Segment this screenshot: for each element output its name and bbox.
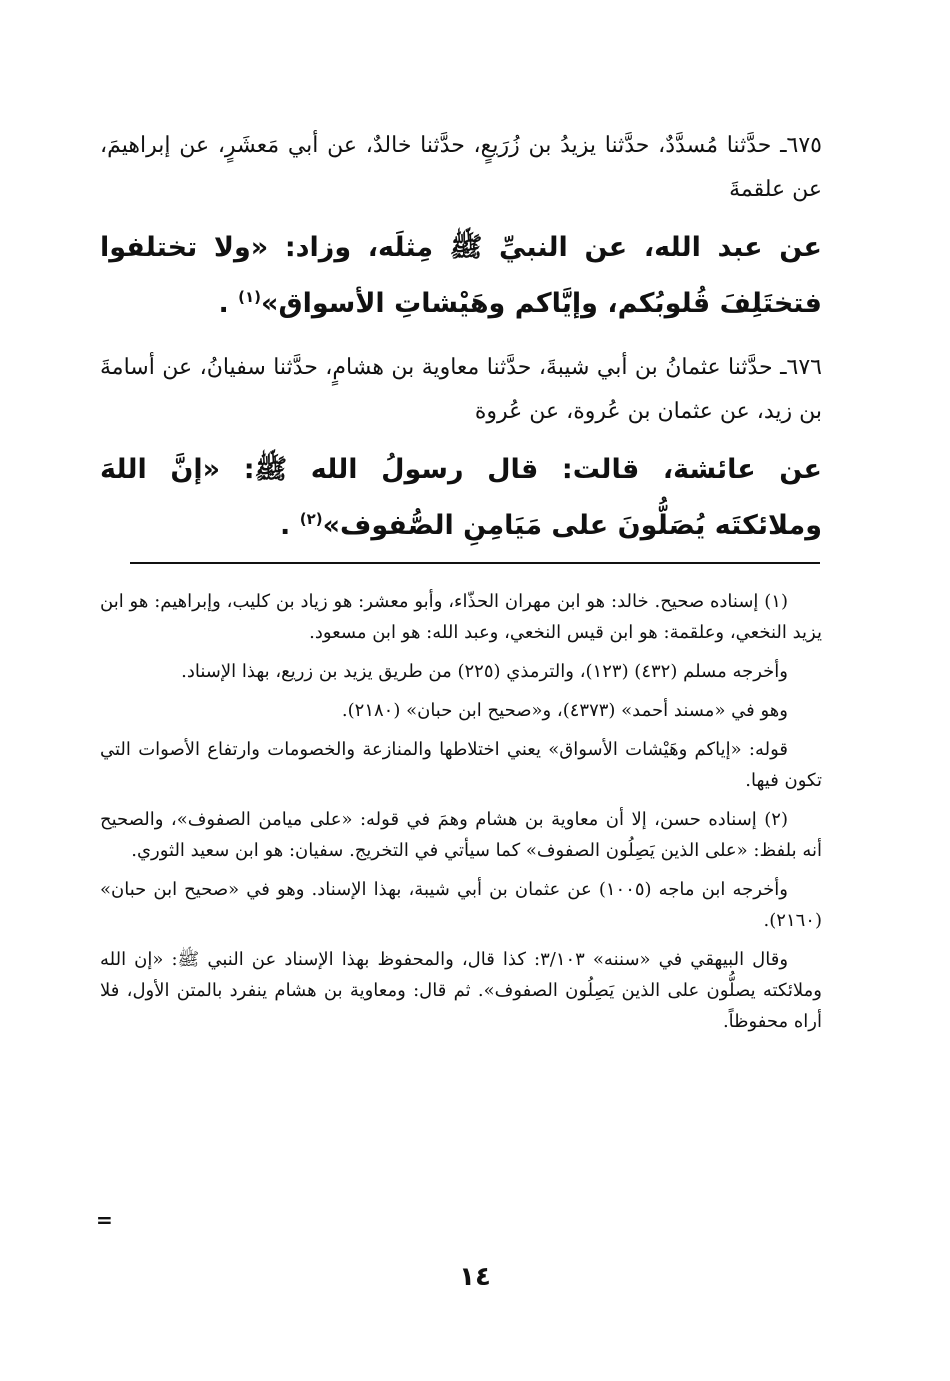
hadith-676-matn xyxy=(100,442,822,554)
footnotes xyxy=(100,586,822,1045)
footnote-paragraph: وأخرجه ابن ماجه (١٠٠٥) عن عثمان بن أبي شيبة، بهذا الإسناد. وهو في «صحيح ابن حبان» (٢١٦٠). xyxy=(100,879,822,931)
footnote-paragraph: وأخرجه مسلم (٤٣٢) (١٢٣)، والترمذي (٢٢٥) من طريق يزيد بن زريع، بهذا الإسناد. xyxy=(181,661,788,682)
hadith-675-matn-text: عن عبد الله، عن النبيِّ ﷺ مِثلَه، وزاد: «ولا تختلفوا فتختَلِفَ قُلوبُكم، وإيَّاكم وهَيْشاتِ الأسواق» xyxy=(100,232,822,319)
hadith-676-matn-text: عن عائشة، قالت: قال رسولُ الله ﷺ: «إنَّ اللهَ وملائكتَه يُصَلُّونَ على مَيَامِنِ الصُّفوف» xyxy=(100,454,822,541)
footnote-paragraph: قوله: «إياكم وهَيْشات الأسواق» يعني اختلاطها والمنازعة والخصومات وارتفاع الأصوات التي تكون فيها. xyxy=(100,739,822,791)
hadith-676-end: . xyxy=(280,510,300,541)
footnote-separator xyxy=(130,562,820,564)
footnote-paragraph: (١) إسناده صحيح. خالد: هو ابن مهران الحذّاء، وأبو معشر: هو زياد بن كليب، وإبراهيم: هو ابن يزيد النخعي، وعلقمة: هو ابن قيس النخعي، وعبد الله: هو ابن مسعود. xyxy=(100,591,822,643)
page-number: ١٤ xyxy=(459,1262,491,1292)
continuation-mark: = xyxy=(96,1208,113,1232)
footnote-ref-2[interactable]: (٢) xyxy=(299,510,323,528)
footnote-paragraph: وهو في «مسند أحمد» (٤٣٧٣)، و«صحيح ابن حبان» (٢١٨٠). xyxy=(341,700,788,721)
footnote-paragraph: وقال البيهقي في «سننه» ٣/١٠٣: كذا قال، والمحفوظ بهذا الإسناد عن النبي ﷺ: «إن الله وملائكته يصلُّون على الذين يَصِلُون الصفوف». ثم قال: ومعاوية بن هشام ينفرد بالمتن الأول، فلا أراه محفوظاً. xyxy=(100,949,822,1032)
hadith-676-isnad: ٦٧٦ـ حدَّثنا عثمانُ بن أبي شيبةَ، حدَّثنا معاوية بن هشامٍ، حدَّثنا سفيانُ، عن أسامةَ بن زيد، عن عثمان بن عُروة، عن عُروة xyxy=(100,355,822,424)
hadith-676 xyxy=(100,346,822,554)
footnote-ref-1[interactable]: (١) xyxy=(238,288,261,306)
hadith-675-end: . xyxy=(218,288,239,319)
hadith-675-matn xyxy=(100,220,822,332)
hadith-675-isnad: ٦٧٥ـ حدَّثنا مُسدَّدٌ، حدَّثنا يزيدُ بن زُرَيعٍ، حدَّثنا خالدٌ، عن أبي مَعشَرٍ، عن إبراهيمَ، عن علقمةَ xyxy=(100,133,822,202)
footnote-paragraph: (٢) إسناده حسن، إلا أن معاوية بن هشام وهمَ في قوله: «على ميامن الصفوف»، والصحيح أنه بلفظ: «على الذين يَصِلُون الصفوف» كما سيأتي في التخريج. سفيان: هو ابن سعيد الثوري. xyxy=(100,809,822,861)
hadith-675 xyxy=(100,124,822,332)
